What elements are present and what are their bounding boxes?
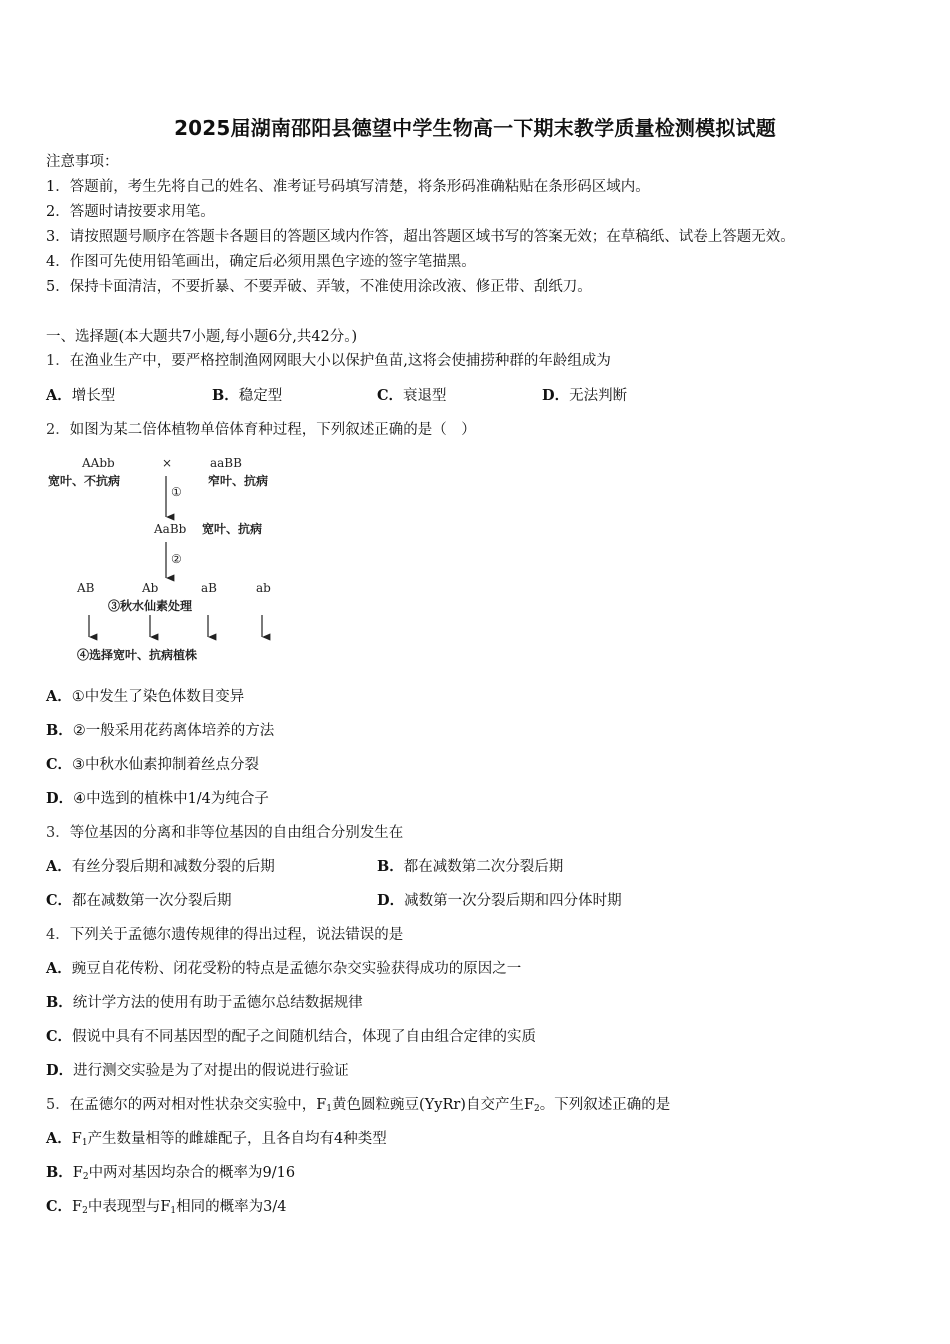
option-text: 产生数量相等的雌雄配子，且各自均有4种类型 <box>87 1131 387 1147</box>
notice-item: 1．答题前，考生先将自己的姓名、准考证号码填写清楚，将条形码准确粘贴在条形码区域内。 <box>46 179 650 195</box>
option-label: B． <box>212 387 239 404</box>
option-b[interactable] <box>377 857 563 877</box>
question-4 <box>46 925 403 945</box>
notice-heading: 注意事项： <box>46 154 119 170</box>
step1-marker: ① <box>171 485 182 499</box>
parent2-trait: 窄叶、抗病 <box>208 474 269 488</box>
option-text: 中两对基因均杂合的概率为9/16 <box>88 1165 296 1181</box>
option-text: 增长型 <box>71 388 116 404</box>
question-stem-part: 。下列叙述正确的是 <box>539 1097 671 1113</box>
option-text: 减数第一次分裂后期和四分体时期 <box>404 893 622 909</box>
question-number: 2． <box>46 422 70 438</box>
notice-item: 2．答题时请按要求用笔。 <box>46 204 215 220</box>
parent2-genotype: aaBB <box>210 456 242 470</box>
notice-item: 5．保持卡面清洁，不要折暴、不要弄破、弄皱，不准使用涂改液、修正带、刮纸刀。 <box>46 279 592 295</box>
question-stem: 如图为某二倍体植物单倍体育种过程，下列叙述正确的是（ ） <box>69 422 476 438</box>
option-a[interactable] <box>46 959 521 979</box>
option-label: A． <box>46 688 72 705</box>
question-stem-part: 在孟德尔的两对相对性状杂交实验中，F <box>69 1097 327 1113</box>
option-c[interactable] <box>46 1197 286 1217</box>
breeding-diagram <box>44 452 294 670</box>
question-number: 1． <box>46 353 70 369</box>
page-title: 2025届湖南邵阳县德望中学生物高一下期末教学质量检测模拟试题 <box>174 116 776 140</box>
option-text: 都在减数第二次分裂后期 <box>403 859 564 875</box>
question-number: 5． <box>46 1097 70 1113</box>
option-prefix: F <box>72 1165 83 1181</box>
question-number: 4． <box>46 927 70 943</box>
question-stem: 等位基因的分离和非等位基因的自由组合分别发生在 <box>69 825 404 841</box>
option-b[interactable] <box>212 386 282 406</box>
option-text: 假说中具有不同基因型的配子之间随机结合，体现了自由组合定律的实质 <box>72 1029 537 1045</box>
option-text: 有丝分裂后期和减数分裂的后期 <box>71 859 275 875</box>
option-a[interactable] <box>46 687 244 707</box>
question-stem: 下列关于孟德尔遗传规律的得出过程，说法错误的是 <box>69 927 404 943</box>
option-label: B． <box>46 722 73 739</box>
notice-item: 4．作图可先使用铅笔画出，确定后必须用黑色字迹的签字笔描黑。 <box>46 254 476 270</box>
gamete: AB <box>77 581 95 595</box>
step2-marker: ② <box>171 552 182 566</box>
option-label: D． <box>377 892 405 909</box>
step3-label: ③秋水仙素处理 <box>108 599 193 613</box>
option-label: B． <box>46 1164 73 1181</box>
option-label: C． <box>46 1198 73 1215</box>
subscript: 1 <box>170 1206 177 1216</box>
option-text: 相同的概率为3/4 <box>176 1199 287 1215</box>
option-c[interactable] <box>46 755 259 775</box>
option-b[interactable] <box>46 721 274 741</box>
option-prefix: F <box>71 1131 82 1147</box>
option-b[interactable] <box>46 993 363 1013</box>
option-text: 稳定型 <box>238 388 283 404</box>
option-a[interactable] <box>46 1129 387 1149</box>
subscript: 2 <box>82 1172 89 1182</box>
option-c[interactable] <box>377 386 447 406</box>
step4-label: ④选择宽叶、抗病植株 <box>77 648 198 662</box>
option-text: 中表现型与F <box>87 1199 171 1215</box>
option-text: 衰退型 <box>403 388 447 404</box>
option-a[interactable] <box>46 857 275 877</box>
question-1 <box>46 351 611 371</box>
option-label: C． <box>46 756 73 773</box>
subscript: 1 <box>81 1138 88 1148</box>
option-label: B． <box>377 858 404 875</box>
option-c[interactable] <box>46 1027 536 1047</box>
option-label: D． <box>46 1062 74 1079</box>
option-label: A． <box>46 1130 72 1147</box>
gamete: aB <box>201 581 217 595</box>
option-text: 无法判断 <box>569 388 628 404</box>
option-text: 进行测交实验是为了对提出的假说进行验证 <box>73 1063 349 1079</box>
option-label: C． <box>377 387 404 404</box>
gamete: ab <box>256 581 271 595</box>
option-text: 豌豆自花传粉、闭花受粉的特点是孟德尔杂交实验获得成功的原因之一 <box>71 961 522 977</box>
option-label: A． <box>46 858 72 875</box>
question-5 <box>46 1095 670 1115</box>
gamete: Ab <box>142 581 159 595</box>
notice-item: 3．请按照题号顺序在答题卡各题目的答题区域内作答，超出答题区域书写的答案无效；在草稿纸、试卷上答题无效。 <box>46 229 795 245</box>
option-d[interactable] <box>46 1061 349 1081</box>
option-text: ③中秋水仙素抑制着丝点分裂 <box>72 757 260 773</box>
subscript: 2 <box>534 1104 540 1114</box>
option-text: ④中选到的植株中1/4为纯合子 <box>73 791 269 807</box>
option-d[interactable] <box>542 386 627 406</box>
option-label: A． <box>46 960 72 977</box>
question-number: 3． <box>46 825 70 841</box>
option-label: D． <box>46 790 74 807</box>
section-heading: 一、选择题(本大题共7小题,每小题6分,共42分。) <box>46 329 358 345</box>
option-text: 统计学方法的使用有助于孟德尔总结数据规律 <box>72 995 363 1011</box>
option-label: C． <box>46 892 73 909</box>
option-text: ②一般采用花药离体培养的方法 <box>72 723 275 739</box>
option-label: A． <box>46 387 72 404</box>
option-text: ①中发生了染色体数目变异 <box>71 689 245 705</box>
question-stem-part: 黄色圆粒豌豆(YyRr)自交产生F <box>332 1097 535 1113</box>
question-stem: 在渔业生产中，要严格控制渔网网眼大小以保护鱼苗,这将会使捕捞种群的年龄组成为 <box>69 353 611 369</box>
option-label: B． <box>46 994 73 1011</box>
option-text: 都在减数第一次分裂后期 <box>72 893 232 909</box>
option-label: D． <box>542 387 570 404</box>
option-b[interactable] <box>46 1163 295 1183</box>
subscript: 1 <box>326 1104 333 1114</box>
option-d[interactable] <box>377 891 622 911</box>
option-prefix: F <box>72 1199 83 1215</box>
option-a[interactable] <box>46 386 115 406</box>
parent1-genotype: AAbb <box>82 456 115 470</box>
parent1-trait: 宽叶、不抗病 <box>48 474 121 488</box>
option-d[interactable] <box>46 789 269 809</box>
option-c[interactable] <box>46 891 232 911</box>
question-2 <box>46 420 476 440</box>
subscript: 2 <box>82 1206 88 1216</box>
cross-symbol: × <box>162 456 173 470</box>
option-label: C． <box>46 1028 73 1045</box>
f1-genotype: AaBb <box>154 522 187 536</box>
f1-trait: 宽叶、抗病 <box>202 522 263 536</box>
question-3 <box>46 823 403 843</box>
